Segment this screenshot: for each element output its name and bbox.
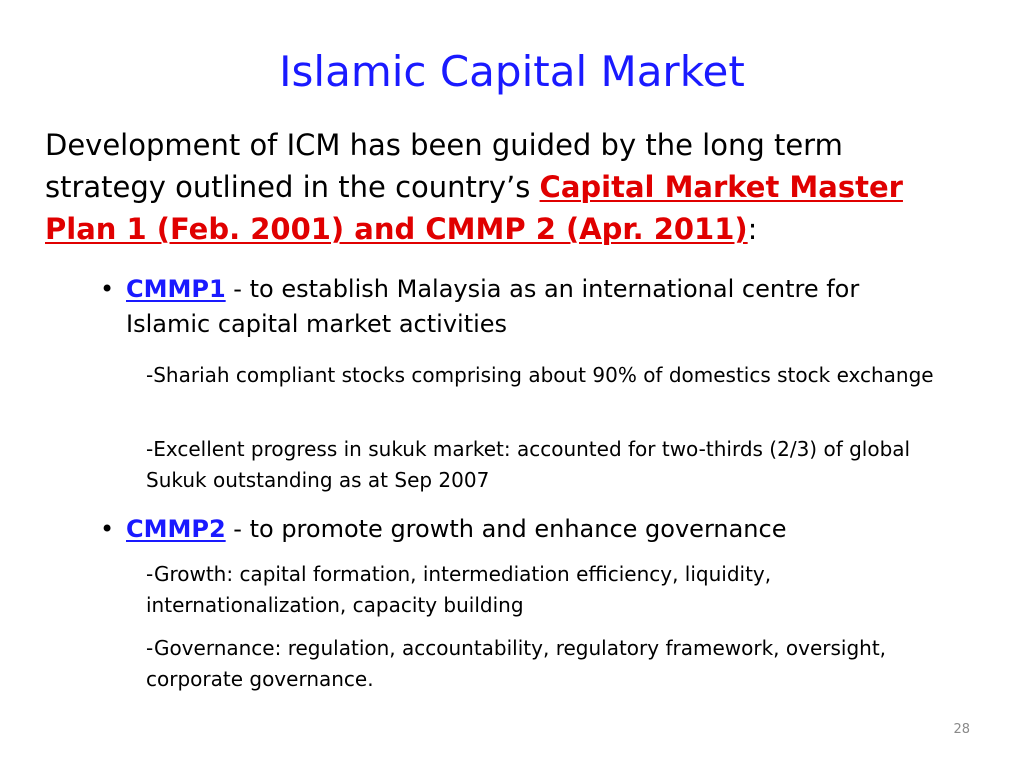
bullet-icon: •	[100, 515, 115, 543]
slide-title: Islamic Capital Market	[279, 47, 745, 96]
bullet-text	[126, 512, 940, 547]
master-plan-link[interactable]: Capital Market Master Plan 1 (Feb. 2001) and CMMP 2 (Apr. 2011)	[45, 170, 903, 246]
cmmp1-description: - to establish Malaysia as an international centre for Islamic capital market activities	[126, 275, 860, 338]
intro-text: Development of ICM has been guided by the long term strategy outlined in the country’s	[45, 128, 843, 204]
cmmp2-sub-item-2: -Governance: regulation, accountability, regulatory framework, oversight, corporate governance.	[146, 636, 887, 691]
bullet-text	[126, 272, 940, 342]
page-number: 28	[953, 722, 970, 737]
bullet-cmmp2	[100, 512, 940, 547]
cmmp2-sub-item-1: -Growth: capital formation, intermediation efficiency, liquidity, internationalization, capacity building	[146, 562, 772, 617]
intro-paragraph	[45, 124, 965, 250]
cmmp1-sub-item-2: -Excellent progress in sukuk market: accounted for two-thirds (2/3) of global Sukuk outstanding as at Sep 2007	[146, 437, 911, 492]
cmmp1-sub-item-1: -Shariah compliant stocks comprising about 90% of domestics stock exchange	[146, 363, 934, 387]
cmmp1-link[interactable]: CMMP1	[126, 275, 226, 303]
cmmp2-link[interactable]: CMMP2	[126, 515, 226, 543]
intro-colon: :	[747, 212, 758, 246]
bullet-cmmp1	[100, 272, 940, 342]
bullet-icon: •	[100, 275, 115, 303]
cmmp2-description: - to promote growth and enhance governance	[225, 515, 787, 543]
